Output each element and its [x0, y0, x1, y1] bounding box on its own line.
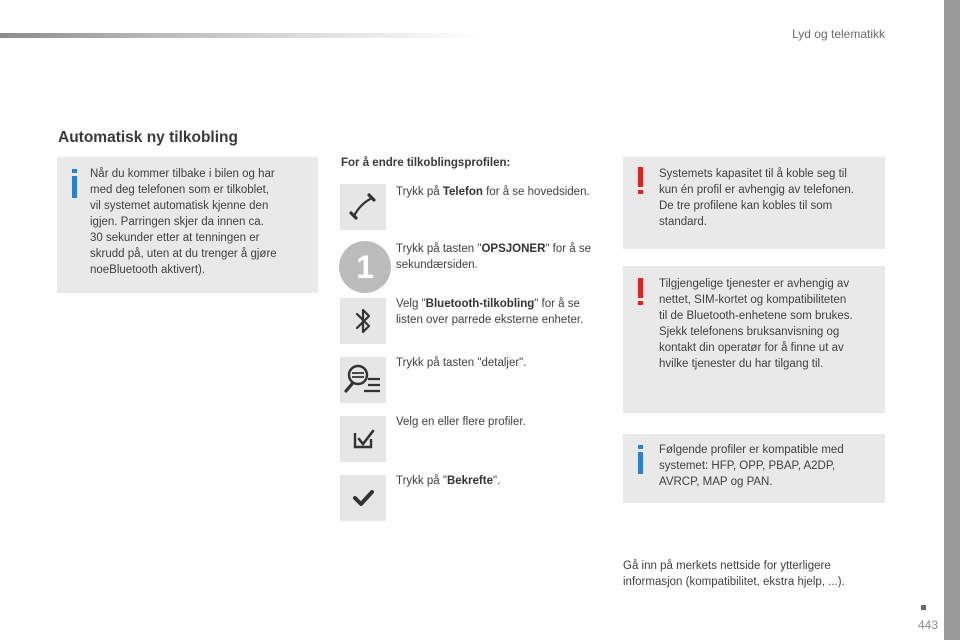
info-line: skrudd på, uten at du trenger å gjøre [90, 248, 277, 260]
step-number-badge: 1 [339, 241, 391, 293]
info-line: AVRCP, MAP og PAN. [659, 476, 773, 488]
note-line: informasjon (kompatibilitet, ekstra hjelp, ...). [623, 576, 845, 588]
page-number: 443 [917, 618, 938, 632]
info-line: igjen. Parringen skjer da innen ca. [90, 216, 264, 228]
info-line: med deg telefonen som er tilkoblet, [90, 184, 269, 196]
warning-box-profile-capacity [623, 157, 885, 249]
step-text: Trykk på tasten "detaljer". [396, 357, 527, 369]
info-line: Når du kommer tilbake i bilen og har [90, 168, 275, 180]
warning-line: nettet, SIM-kortet og kompatibiliteten [659, 294, 847, 306]
info-text [90, 166, 310, 278]
warning-line: standard. [659, 216, 707, 228]
header-gradient-bar [0, 33, 480, 38]
warning-line: De tre profilene kan kobles til som [659, 200, 833, 212]
bluetooth-icon [340, 298, 386, 344]
warning-line: hvilke tjenester du har tilgang til. [659, 358, 824, 370]
checkbox-icon [340, 416, 386, 462]
note-line: Gå inn på merkets nettside for ytterligere [623, 560, 831, 572]
more-info-note [623, 558, 883, 590]
info-icon [638, 452, 643, 474]
info-text [659, 442, 881, 490]
warning-icon [638, 278, 643, 298]
info-line: noeBluetooth aktivert). [90, 264, 206, 276]
chapter-title: Lyd og telematikk [792, 27, 885, 41]
step-text: Velg "Bluetooth-tilkobling" for å se listen over parrede eksterne enheter. [396, 298, 584, 326]
warning-text [659, 276, 881, 372]
warning-text [659, 166, 881, 230]
info-line: 30 sekunder etter at tenningen er [90, 232, 260, 244]
warning-line: kun én profil er avhengig av telefonen. [659, 184, 854, 196]
step-text: Trykk på Telefon for å se hovedsiden. [396, 186, 590, 198]
info-box-profiles [623, 434, 885, 503]
steps-heading: For å endre tilkoblingsprofilen: [341, 157, 511, 169]
section-title: Automatisk ny tilkobling [58, 129, 238, 146]
info-icon [72, 176, 77, 198]
warning-line: til de Bluetooth-enhetene som brukes. [659, 310, 853, 322]
info-line: Følgende profiler er kompatible med [659, 444, 844, 456]
step-text: Trykk på tasten "OPSJONER" for å se sekundærsiden. [396, 243, 592, 271]
step-text: Trykk på "Bekrefte". [396, 475, 501, 487]
info-line: systemet: HFP, OPP, PBAP, A2DP, [659, 460, 836, 472]
warning-box-services [623, 266, 885, 413]
warning-line: Systemets kapasitet til å koble seg til [659, 168, 847, 180]
page-edge-tab [944, 0, 960, 640]
phone-handset-icon [340, 184, 386, 230]
info-box-reconnect [57, 157, 318, 293]
warning-line: Sjekk telefonens bruksanvisning og [659, 326, 840, 338]
step-text: Velg en eller flere profiler. [396, 416, 526, 428]
warning-line: kontakt din operatør for å finne ut av [659, 342, 844, 354]
page-marker [921, 605, 926, 610]
warning-icon [638, 167, 643, 187]
search-details-icon [340, 357, 386, 403]
info-line: vil systemet automatisk kjenne den [90, 200, 269, 212]
warning-line: Tilgjengelige tjenester er avhengig av [659, 278, 850, 290]
checkmark-icon [340, 475, 386, 521]
